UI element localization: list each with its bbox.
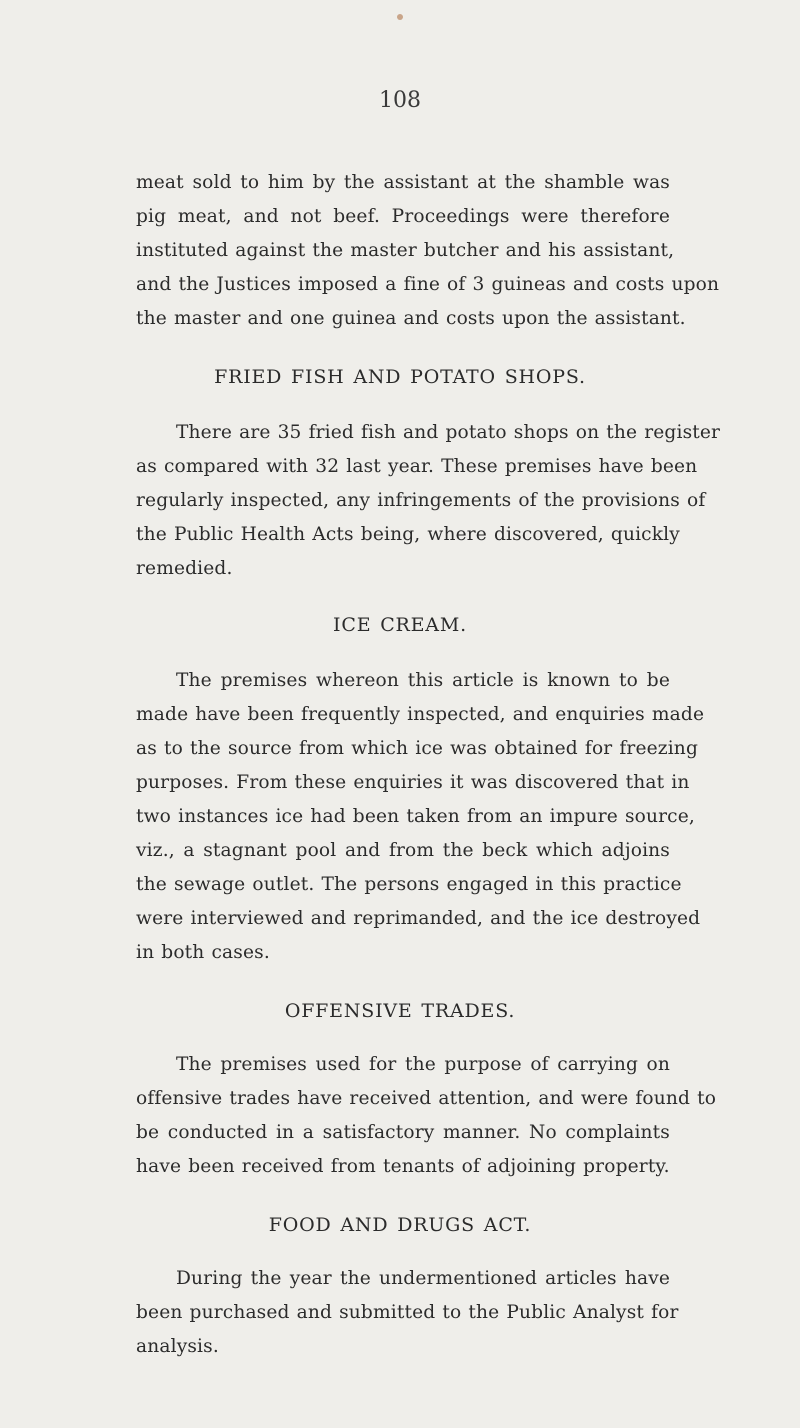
text-line: the Public Health Acts being, where discovered, quickly xyxy=(136,524,680,545)
text-line: regularly inspected, any infringements of the provisions of xyxy=(136,490,706,511)
text-line: in both cases. xyxy=(136,942,270,963)
text-line: two instances ice had been taken from an impure source, xyxy=(136,806,695,827)
text-line: meat sold to him by the assistant at the shamble was xyxy=(136,172,670,193)
text-line: been purchased and submitted to the Public Analyst for xyxy=(136,1302,679,1323)
text-line: During the year the undermentioned articles have xyxy=(176,1268,670,1289)
text-line: the sewage outlet. The persons engaged in this practice xyxy=(136,874,682,895)
text-line: pig meat, and not beef. Proceedings were therefore xyxy=(136,206,670,227)
text-line: have been received from tenants of adjoining property. xyxy=(136,1156,670,1177)
text-line: the master and one guinea and costs upon the assistant. xyxy=(136,308,686,329)
section-heading-food-drugs: FOOD AND DRUGS ACT. xyxy=(268,1214,532,1236)
intro-paragraph xyxy=(136,166,720,336)
text-line: as to the source from which ice was obtained for freezing xyxy=(136,738,698,759)
text-line: offensive trades have received attention, and were found to xyxy=(136,1088,717,1109)
text-line: as compared with 32 last year. These premises have been xyxy=(136,456,698,477)
text-line: be conducted in a satisfactory manner. No complaints xyxy=(136,1122,670,1143)
section-heading-ice-cream: ICE CREAM. xyxy=(333,614,467,636)
text-line: The premises used for the purpose of carrying on xyxy=(176,1054,670,1075)
section-heading-offensive-trades: OFFENSIVE TRADES. xyxy=(284,1000,516,1022)
text-line: instituted against the master butcher and his assistant, xyxy=(136,240,675,261)
text-line: remedied. xyxy=(136,558,233,579)
fried-fish-paragraph xyxy=(136,416,721,586)
offensive-trades-paragraph xyxy=(136,1048,717,1184)
page-number: 108 xyxy=(379,88,421,113)
section-heading-fried-fish: FRIED FISH AND POTATO SHOPS. xyxy=(214,366,586,388)
text-line: made have been frequently inspected, and enquiries made xyxy=(136,704,705,725)
text-line: There are 35 fried fish and potato shops on the register xyxy=(176,422,721,443)
text-line: purposes. From these enquiries it was discovered that in xyxy=(136,772,690,793)
text-line: and the Justices imposed a fine of 3 guineas and costs upon xyxy=(136,274,720,295)
food-drugs-paragraph xyxy=(136,1262,679,1364)
ice-cream-paragraph xyxy=(136,664,705,970)
ink-spot xyxy=(397,14,403,20)
text-line: analysis. xyxy=(136,1336,219,1357)
text-line: viz., a stagnant pool and from the beck which adjoins xyxy=(136,840,670,861)
text-line: The premises whereon this article is known to be xyxy=(176,670,670,691)
text-line: were interviewed and reprimanded, and the ice destroyed xyxy=(136,908,701,929)
